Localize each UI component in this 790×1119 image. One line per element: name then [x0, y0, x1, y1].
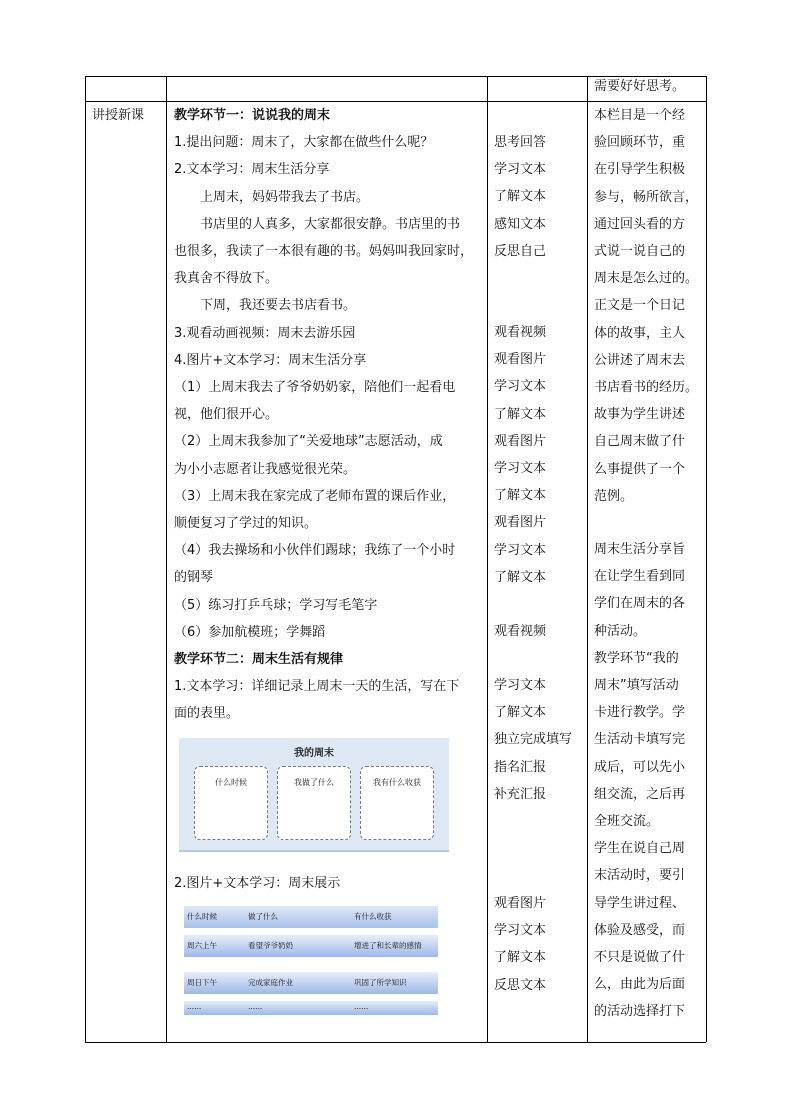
activity-label: 观看图片	[494, 352, 547, 368]
activity-label: 反思自己	[494, 243, 547, 259]
content-line: 也很多，我读了一本很有趣的书。妈妈叫我回家时，	[174, 244, 474, 259]
activity-label: 了解文本	[494, 569, 547, 585]
weekend-table-row	[184, 935, 438, 957]
activity-label: 学习文本	[494, 678, 547, 693]
col-border-0	[85, 76, 86, 1042]
note-line: 周末生活分享旨	[594, 542, 686, 557]
weekend-table-header-cell: 什么时候	[187, 912, 217, 921]
note-line: 式说一说自己的	[594, 244, 686, 259]
activity-label: 了解文本	[494, 488, 547, 504]
weekend-table-cell: 周日下午	[187, 978, 217, 987]
table-bottom-border	[85, 1042, 706, 1043]
content-line: （6）参加航模班；学舞蹈	[174, 624, 326, 640]
content-line: 2.文本学习：周末生活分享	[174, 162, 330, 178]
weekend-table-header-cell: 有什么收获	[354, 912, 392, 921]
note-line: 公讲述了周末去	[594, 352, 686, 368]
note-line: 故事为学生讲述	[594, 407, 686, 423]
content-line: 1.提出问题：周末了，大家都在做些什么呢？	[174, 135, 434, 151]
weekend-table-cell: 周六上午	[187, 941, 217, 950]
content-line: （4）我去操场和小伙伴们踢球；我练了一个小时	[174, 543, 456, 559]
weekend-table-cell: 看望爷爷奶奶	[248, 941, 293, 950]
content-line: 为小小志愿者让我感觉很光荣。	[174, 461, 357, 477]
activity-label: 了解文本	[494, 189, 547, 205]
content-line: 的钢琴	[174, 570, 214, 586]
col-border-1	[166, 76, 167, 1042]
note-line: 范例。	[594, 488, 634, 504]
content-line: （3）上周末我在家完成了老师布置的课后作业，	[174, 488, 456, 504]
col-border-4	[706, 76, 707, 1042]
activity-label: 思考回答	[494, 135, 547, 150]
activity-card-box	[277, 766, 351, 840]
note-line: 学生在说自己周	[594, 841, 686, 857]
note-line: 导学生讲过程、	[594, 895, 686, 911]
activity-card-col-label: 我做了什么	[294, 778, 334, 787]
content-line: 我真舍不得放下。	[174, 271, 279, 287]
note-line: 组交流，之后再	[594, 786, 686, 802]
note-line: 教学环节“我的	[594, 650, 679, 666]
activity-label: 独立完成填写	[494, 732, 573, 748]
note-line: 么事提供了一个	[594, 461, 686, 477]
activity-label: 了解文本	[494, 705, 547, 721]
content-line: （1）上周末我去了爷爷奶奶家，陪他们一起看电	[174, 380, 456, 395]
note-line: 正文是一个日记	[594, 298, 686, 314]
note-line: 末活动时，要引	[594, 868, 686, 884]
activity-card-title: 我的周末	[294, 748, 334, 759]
note-line: 体的故事，主人	[594, 325, 686, 341]
activity-label: 观看视频	[494, 325, 547, 340]
note-line: 全班交流。	[594, 814, 660, 829]
weekend-table-row	[184, 972, 438, 994]
content-line: 书店里的人真多，大家都很安静。书店里的书	[200, 216, 461, 232]
note-line: 生活动卡填写完	[594, 732, 686, 748]
note-line: 参与，畅所欲言，	[594, 189, 699, 205]
activity-label: 观看图片	[494, 515, 547, 531]
content-line: 上周末，妈妈带我去了书店。	[200, 189, 370, 205]
activity-label: 观看图片	[494, 433, 547, 449]
content-line: 教学环节二：周末生活有规律	[174, 652, 344, 667]
activity-card-box	[360, 766, 434, 840]
note-line: 体验及感受，而	[594, 922, 686, 938]
note-line: 么，由此为后面	[594, 977, 686, 993]
weekend-table-cell: 完成家庭作业	[248, 978, 293, 987]
content-line: 3.观看动画视频：周末去游乐园	[174, 325, 356, 341]
col-border-3	[587, 76, 588, 1042]
activity-label: 感知文本	[494, 216, 547, 232]
activity-card-col-label: 我有什么收获	[373, 778, 421, 787]
note-line: 验回顾环节，重	[594, 135, 686, 151]
activity-card-box	[194, 766, 268, 840]
activity-label: 观看视频	[494, 624, 547, 639]
activity-label: 补充汇报	[494, 786, 547, 802]
content-line: 4.图片+文本学习：周末生活分享	[174, 352, 367, 368]
activity-label: 反思文本	[494, 977, 547, 993]
activity-card-figure	[179, 738, 449, 852]
content-line: 顺便复习了学过的知识。	[174, 516, 318, 531]
weekend-table-cell: ......	[354, 1002, 369, 1011]
note-line: 周末”填写活动	[594, 678, 679, 693]
note-line: 在引导学生积极	[594, 162, 686, 178]
col-border-2	[487, 76, 488, 1042]
note-line: 周末是怎么过的。	[594, 271, 699, 287]
content-line: 视，他们很开心。	[174, 407, 279, 423]
weekend-table-cell: 巩固了所学知识	[354, 978, 407, 987]
weekend-table-figure	[184, 906, 438, 1016]
section-label: 讲授新课	[92, 108, 145, 123]
note-line: 学们在周末的各	[594, 596, 686, 612]
weekend-table-header-cell: 做了什么	[248, 912, 278, 921]
note-line: 不只是说做了什	[594, 950, 686, 965]
weekend-table-cell: 增进了和长辈的感情	[354, 941, 422, 950]
note-line: 成后，可以先小	[594, 759, 686, 775]
activity-label: 学习文本	[494, 162, 547, 178]
content-line: 2.图片+文本学习：周末展示	[174, 876, 341, 891]
row1-note: 需要好好思考。	[594, 79, 686, 94]
content-line: （2）上周末我参加了“关爱地球”志愿活动，成	[174, 434, 443, 450]
activity-label: 指名汇报	[494, 759, 547, 775]
note-line: 书店看书的经历。	[594, 380, 699, 395]
activity-label: 学习文本	[494, 923, 547, 939]
activity-label: 了解文本	[494, 950, 547, 966]
activity-label: 观看图片	[494, 896, 547, 911]
note-line: 通过回头看的方	[594, 216, 686, 232]
weekend-table-cell: ......	[248, 1002, 263, 1011]
note-line: 的活动选择打下	[594, 1004, 686, 1020]
content-line: 面的表里。	[174, 706, 240, 722]
activity-label: 学习文本	[494, 379, 547, 395]
note-line: 自己周末做了什	[594, 434, 686, 450]
note-line: 卡进行教学。学	[594, 705, 686, 721]
content-line: （5）练习打乒乓球；学习写毛笔字	[174, 597, 378, 613]
note-line: 种活动。	[594, 623, 647, 639]
activity-label: 学习文本	[494, 542, 547, 558]
activity-label: 学习文本	[494, 461, 547, 476]
weekend-table-cell: ......	[187, 1002, 202, 1011]
weekend-table-row	[184, 1001, 438, 1015]
note-line: 本栏目是一个经	[594, 108, 686, 123]
weekend-table-header	[184, 906, 438, 928]
activity-label: 了解文本	[494, 406, 547, 422]
activity-card-col-label: 什么时候	[215, 778, 247, 787]
content-line: 教学环节一：说说我的周末	[174, 108, 331, 123]
content-line: 1.文本学习：详细记录上周末一天的生活，写在下	[174, 679, 460, 695]
content-line: 下周，我还要去书店看书。	[200, 298, 357, 314]
note-line: 在让学生看到同	[594, 569, 686, 585]
